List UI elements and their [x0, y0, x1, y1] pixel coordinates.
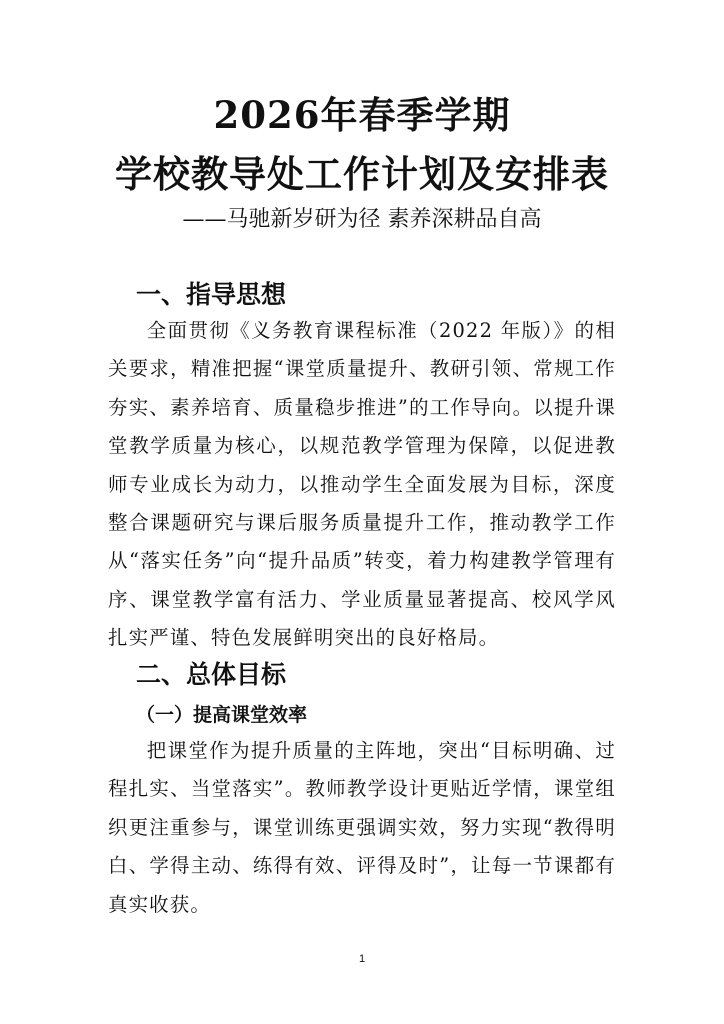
section-heading-overall-goals: 二、总体目标: [136, 660, 287, 689]
section-paragraph-guiding-ideology: 全面贯彻《义务教育课程标准（2022 年版）》的相关要求，精准把握“课堂质量提升、教研引领、常规工作夯实、素养培育、质量稳步推进”的工作导向。以提升课堂教学质量为核心，以规范教学管理为保障，以促进教师专业成长为动力，以推动学生全面发展为目标，深度整合课题研究与课后服务质量提升工作，推动教学工作从“落实任务”向“提升品质”转变，着力构建教学管理有序、课堂教学富有活力、学业质量显著提高、校风学风扎实严谨、特色发展鲜明突出的良好格局。: [108, 319, 616, 650]
subsection-heading-classroom-efficiency: （一）提高课堂效率: [136, 704, 308, 726]
section-heading-guiding-ideology: 一、指导思想: [136, 280, 287, 309]
document-subtitle: ——马驰新岁研为径 素养深耕品自高: [182, 207, 542, 232]
document-title-line-2: 学校教导处工作计划及安排表: [115, 152, 609, 196]
section-paragraph-classroom-efficiency: 把课堂作为提升质量的主阵地，突出“目标明确、过程扎实、当堂落实”。教师教学设计更贴近学情，课堂组织更注重参与，课堂训练更强调实效，努力实现“教得明白、学得主动、练得有效、评得及时”，让每一节课都有真实收获。: [108, 739, 616, 916]
page-number: 1: [358, 953, 366, 965]
document-title-line-1: 2026年春季学期: [213, 93, 511, 137]
